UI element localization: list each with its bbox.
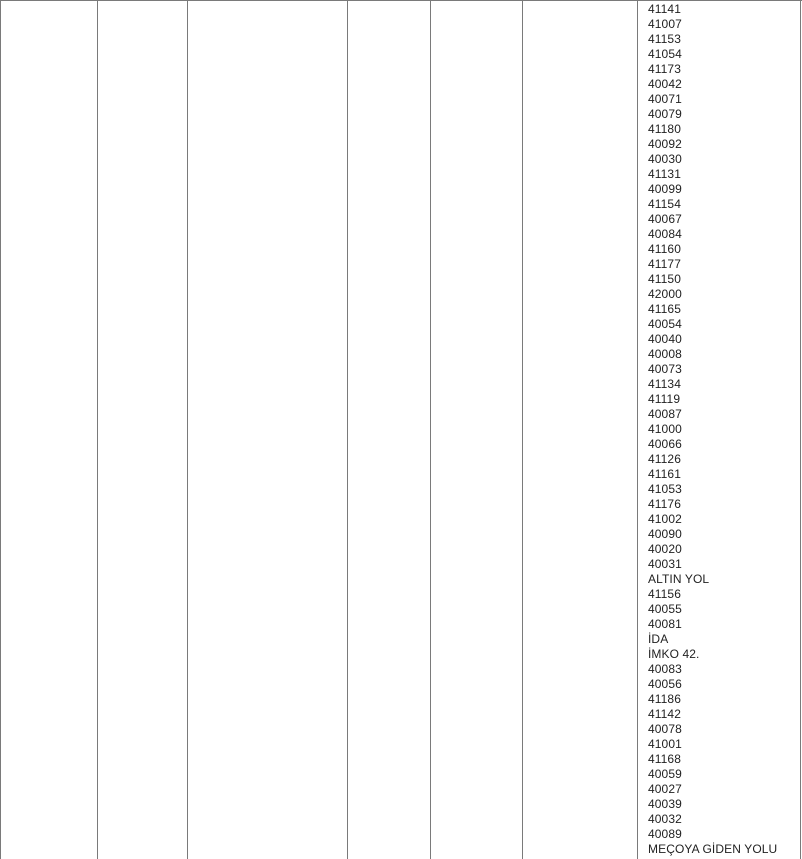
list-item: 40054 <box>648 317 682 331</box>
list-item: ALTIN YOL <box>648 572 710 586</box>
list-item: İDA <box>648 632 669 646</box>
list-item: 40066 <box>648 437 682 451</box>
list-item: 40059 <box>648 767 682 781</box>
list-item: 40031 <box>648 557 682 571</box>
list-item: 40092 <box>648 137 682 151</box>
list-item: 41173 <box>648 62 681 76</box>
list-item: 41001 <box>648 737 682 751</box>
column-divider-8 <box>800 1 801 859</box>
column-divider-5 <box>430 1 431 859</box>
list-item: 40099 <box>648 182 682 196</box>
list-item: 41119 <box>648 392 681 406</box>
list-item: 41002 <box>648 512 682 526</box>
list-item: 40089 <box>648 827 682 841</box>
column-divider-1 <box>0 1 1 859</box>
list-item: 41176 <box>648 497 681 511</box>
list-item: 40078 <box>648 722 682 736</box>
list-item: 40056 <box>648 677 682 691</box>
list-item: 40027 <box>648 782 682 796</box>
list-item: 41156 <box>648 587 681 601</box>
value-column-cell <box>638 2 800 857</box>
list-item: 41134 <box>648 377 681 391</box>
list-item: 41054 <box>648 47 682 61</box>
list-item: 41153 <box>648 32 681 46</box>
list-item: 40084 <box>648 227 682 241</box>
list-item: 41131 <box>648 167 681 181</box>
value-list <box>638 2 800 857</box>
list-item: 41000 <box>648 422 682 436</box>
list-item: 40087 <box>648 407 682 421</box>
list-item: 41126 <box>648 452 681 466</box>
list-item: 41142 <box>648 707 681 721</box>
list-item: 40071 <box>648 92 682 106</box>
list-item: 40020 <box>648 542 682 556</box>
column-divider-3 <box>187 1 188 859</box>
column-divider-6 <box>522 1 523 859</box>
list-item: 40042 <box>648 77 682 91</box>
list-item: 41177 <box>648 257 681 271</box>
list-item: 42000 <box>648 287 682 301</box>
list-item: 41141 <box>648 2 681 16</box>
list-item: 41007 <box>648 17 682 31</box>
list-item: 40055 <box>648 602 682 616</box>
list-item: 40032 <box>648 812 682 826</box>
list-item: MEÇOYA GİDEN YOLU <box>648 842 778 856</box>
list-item: 41180 <box>648 122 681 136</box>
list-item: 41154 <box>648 197 681 211</box>
list-item: 40073 <box>648 362 682 376</box>
list-item: 41165 <box>648 302 681 316</box>
list-item: 40083 <box>648 662 682 676</box>
column-divider-4 <box>347 1 348 859</box>
list-item: 41160 <box>648 242 681 256</box>
list-item: 41150 <box>648 272 681 286</box>
column-divider-2 <box>97 1 98 859</box>
list-item: 40008 <box>648 347 682 361</box>
list-item: 40079 <box>648 107 682 121</box>
list-item: 40081 <box>648 617 682 631</box>
list-item: 40030 <box>648 152 682 166</box>
list-item: 41053 <box>648 482 682 496</box>
list-item: 40040 <box>648 332 682 346</box>
list-item: 40090 <box>648 527 682 541</box>
list-item: 40039 <box>648 797 682 811</box>
list-item: 41168 <box>648 752 681 766</box>
list-item: 40067 <box>648 212 682 226</box>
list-item: 41161 <box>648 467 681 481</box>
list-item: İMKO 42. <box>648 647 700 661</box>
list-item: 41186 <box>648 692 681 706</box>
